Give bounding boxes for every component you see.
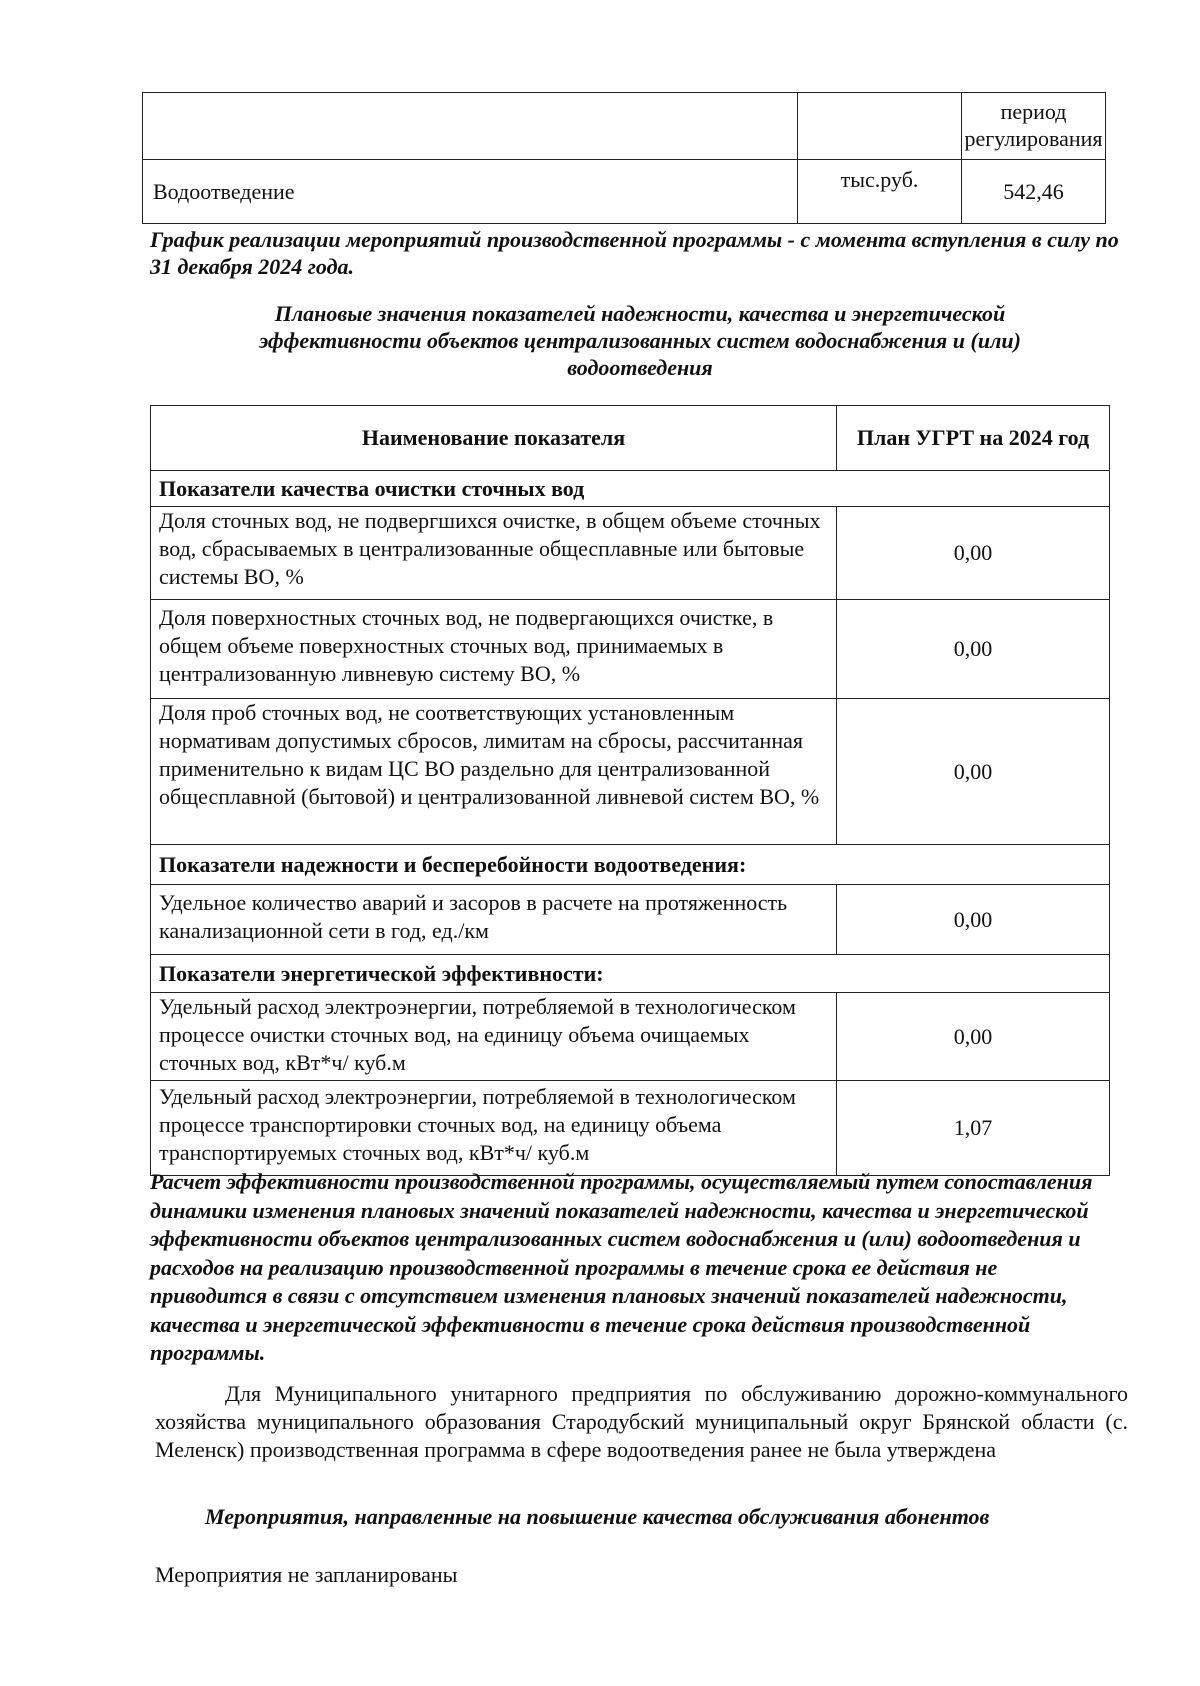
efficiency-note: Расчет эффективности производственной программы, осуществляемый путем сопоставления динамики изменения плановых значений показателей надежности, качества и энергетической эффективности объектов централизованных систем водоснабжения и (или) водоотведения и расходов на реализацию производственной программы в течение срока ее действия не приводится в связи с отсутствием изменения плановых значений показателей надежности, качества и энергетической эффективности в течение срока действия производственной программы. [150, 1169, 1093, 1365]
indicators-table [150, 405, 1110, 1176]
section-title: Показатели качества очистки сточных вод [151, 471, 1110, 507]
cost-table-row [143, 160, 1106, 224]
indicator-name: Доля поверхностных сточных вод, не подвергающихся очистке, в общем объеме поверхностных сточных вод, принимаемых в централизованную ливневую систему ВО, % [151, 600, 837, 699]
cost-table-value: 542,46 [962, 160, 1106, 224]
table-row [151, 600, 1110, 699]
indicator-name: Удельное количество аварий и засоров в расчете на протяженность канализационной сети в год, ед./км [151, 885, 837, 955]
schedule-note: График реализации мероприятий производственной программы - с момента вступления в силу по 31 декабря 2024 года. [150, 227, 1119, 279]
table-row [151, 507, 1110, 600]
indicator-name: Удельный расход электроэнергии, потребляемой в технологическом процессе транспортировки сточных вод, на единицу объема транспортируемых сточных вод, кВт*ч/ куб.м [151, 1081, 837, 1176]
service-heading: Мероприятия, направленные на повышение качества обслуживания абонентов [205, 1504, 990, 1529]
cost-table-empty-cell [798, 93, 962, 160]
column-header-name: Наименование показателя [151, 406, 837, 471]
table-row [151, 1081, 1110, 1176]
cost-table-unit: тыс.руб. [798, 160, 962, 224]
cost-table-label: Водоотведение [143, 160, 798, 224]
indicator-value: 0,00 [837, 507, 1110, 600]
column-header-plan: План УГРТ на 2024 год [837, 406, 1110, 471]
section-row [151, 471, 1110, 507]
section-row [151, 845, 1110, 885]
service-text: Мероприятия не запланированы [155, 1562, 458, 1587]
indicator-value: 1,07 [837, 1081, 1110, 1176]
section-row [151, 955, 1110, 993]
indicator-name: Доля проб сточных вод, не соответствующих установленным нормативам допустимых сбросов, лимитам на сбросы, рассчитанная применительно к видам ЦС ВО раздельно для централизованной общесплавной (бытовой) и централизованной ливневой систем ВО, % [151, 699, 837, 845]
indicator-value: 0,00 [837, 885, 1110, 955]
cost-table-header-row [143, 93, 1106, 160]
table-row [151, 699, 1110, 845]
indicator-name: Доля сточных вод, не подвергшихся очистке, в общем объеме сточных вод, сбрасываемых в централизованные общесплавные или бытовые системы ВО, % [151, 507, 837, 600]
indicator-value: 0,00 [837, 699, 1110, 845]
cost-table [142, 92, 1106, 224]
indicator-name: Удельный расход электроэнергии, потребляемой в технологическом процессе очистки сточных вод, на единицу объема очищаемых сточных вод, кВт*ч/ куб.м [151, 993, 837, 1081]
table-row [151, 993, 1110, 1081]
indicators-heading: Плановые значения показателей надежности, качества и энергетической эффективности объектов централизованных систем водоснабжения и (или) водоотведения [259, 301, 1021, 380]
section-title: Показатели энергетической эффективности: [151, 955, 1110, 993]
section-title: Показатели надежности и бесперебойности водоотведения: [151, 845, 1110, 885]
indicators-header-row [151, 406, 1110, 471]
indicator-value: 0,00 [837, 600, 1110, 699]
previous-program-note: Для Муниципального унитарного предприятия по обслуживанию дорожно-коммунального хозяйства муниципального образования Стародубский муниципальный округ Брянской области (с. Меленск) производственная программа в сфере водоотведения ранее не была утверждена [155, 1381, 1128, 1462]
table-row [151, 885, 1110, 955]
cost-table-empty-cell [143, 93, 798, 160]
cost-table-period-header: период регулирования [962, 93, 1106, 160]
indicator-value: 0,00 [837, 993, 1110, 1081]
